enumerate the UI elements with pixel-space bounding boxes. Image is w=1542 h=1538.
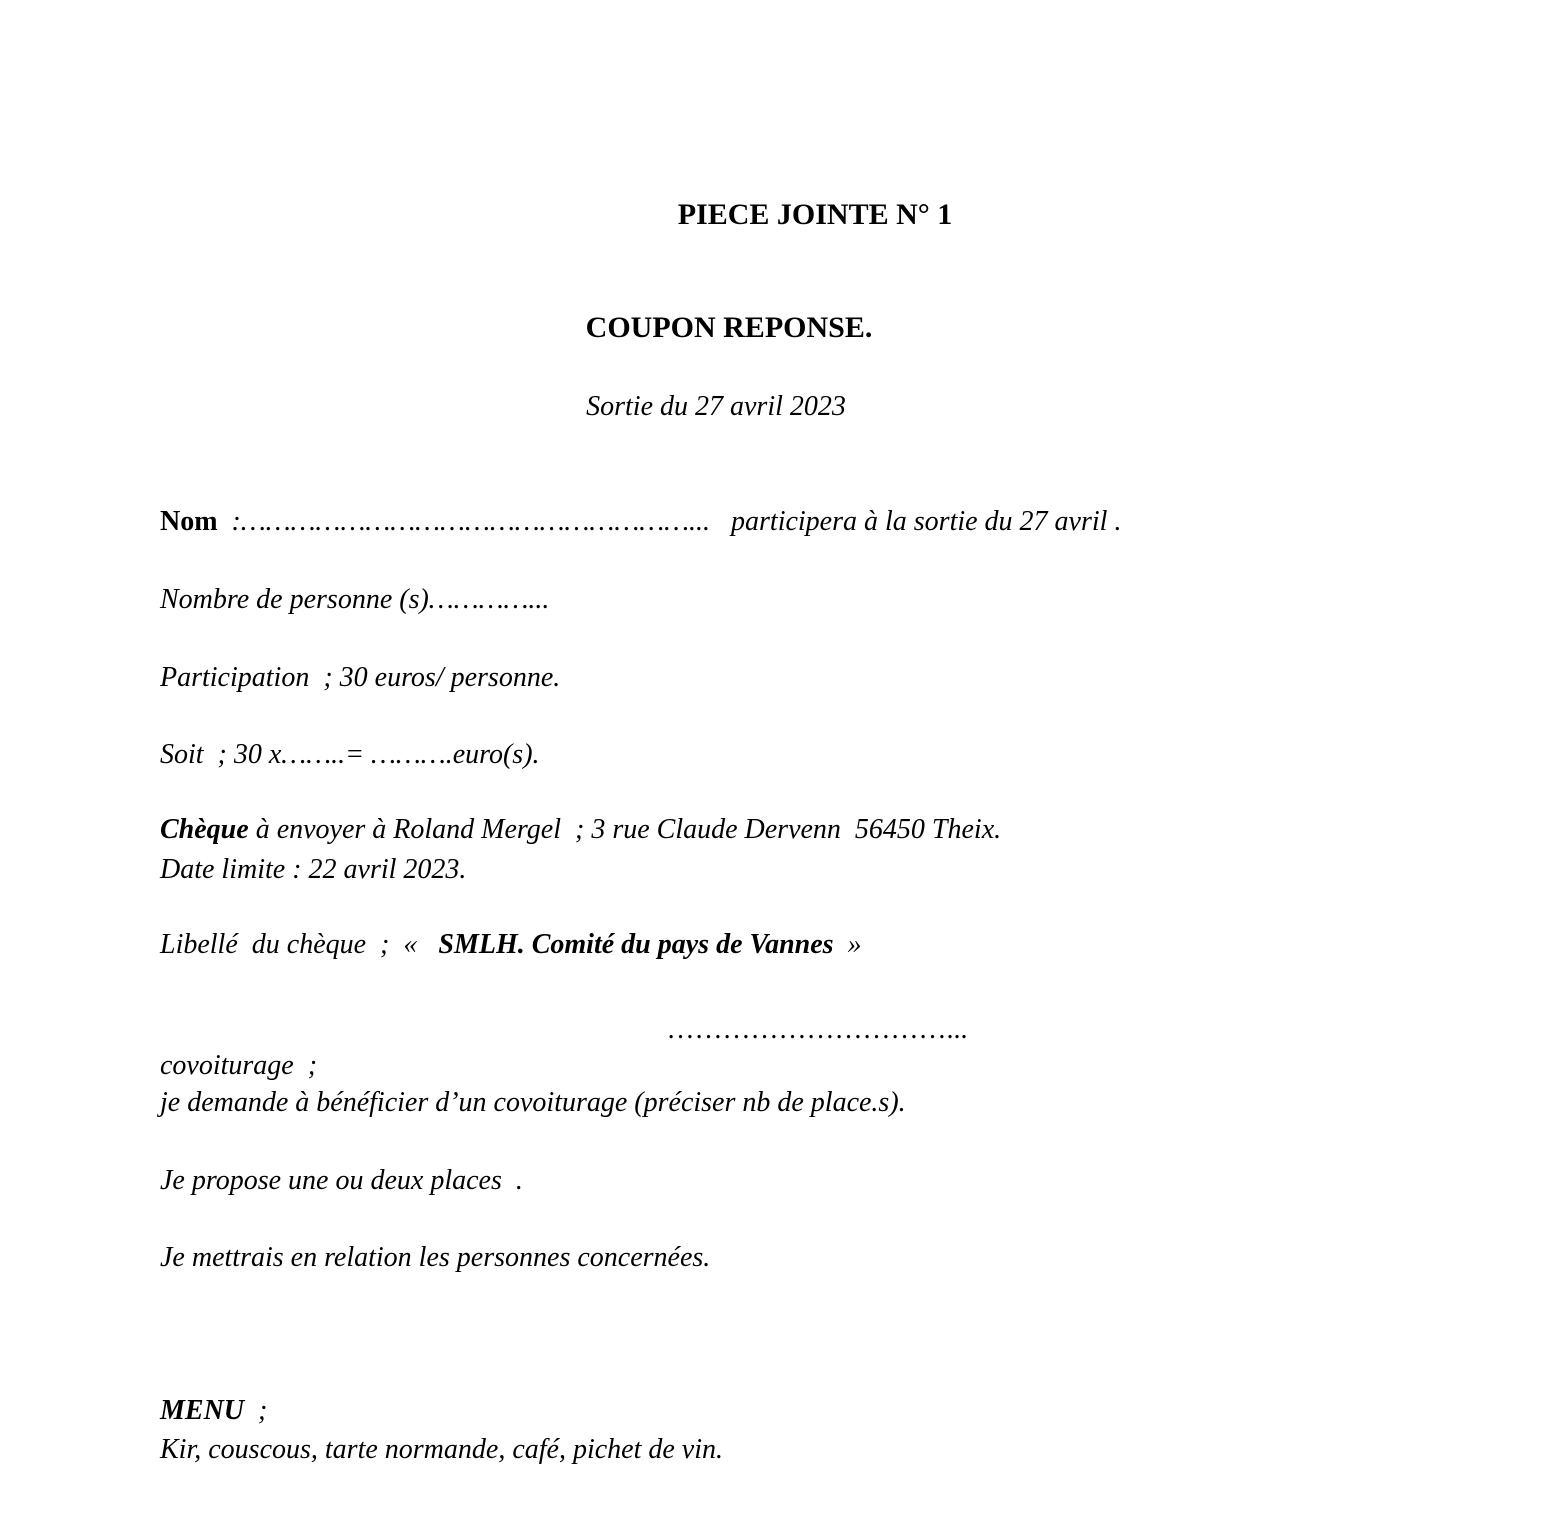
outing-date: Sortie du 27 avril 2023 (586, 391, 846, 422)
menu-heading (160, 1393, 1402, 1429)
carpool-offer-line: Je propose une ou deux places . (160, 1165, 523, 1196)
carpool-contact-line: Je mettrais en relation les personnes concernées. (160, 1242, 711, 1273)
deadline-line: Date limite : 22 avril 2023. (160, 854, 467, 885)
name-line (160, 504, 1402, 540)
menu-separator: ; (244, 1395, 268, 1426)
payee-prefix: Libellé du chèque ; « (160, 929, 439, 960)
total-amount-line: Soit ; 30 x……..= ……….euro(s). (160, 739, 540, 770)
carpool-heading-line: covoiturage ; (160, 1050, 318, 1081)
cheque-label: Chèque (160, 814, 249, 845)
cheque-instructions-line (160, 812, 1402, 848)
attachment-title: PIECE JOINTE N° 1 (677, 198, 953, 231)
name-label: Nom (160, 506, 218, 537)
payee-name: SMLH. Comité du pays de Vannes (438, 929, 834, 960)
cheque-payee-line (160, 927, 1402, 963)
menu-label: MENU (160, 1395, 245, 1426)
carpool-request-line: je demande à bénéficier d’un covoiturage (préciser nb de place.s). (160, 1087, 906, 1118)
menu-items-line: Kir, couscous, tarte normande, café, pichet de vin. (160, 1434, 724, 1465)
coupon-title: COUPON REPONSE. (585, 311, 873, 344)
payee-suffix: » (833, 929, 862, 960)
participation-fee-line: Participation ; 30 euros/ personne. (160, 662, 561, 693)
name-dotted-blank: :………………………………………………... (217, 506, 711, 537)
cheque-instructions-text: à envoyer à Roland Mergel ; 3 rue Claude Dervenn 56450 Theix. (248, 814, 1002, 845)
persons-count-line: Nombre de personne (s)…………... (160, 584, 550, 615)
name-participation-text: participera à la sortie du 27 avril . (710, 506, 1122, 537)
dotted-separator-line: …………………………... (666, 1014, 968, 1045)
